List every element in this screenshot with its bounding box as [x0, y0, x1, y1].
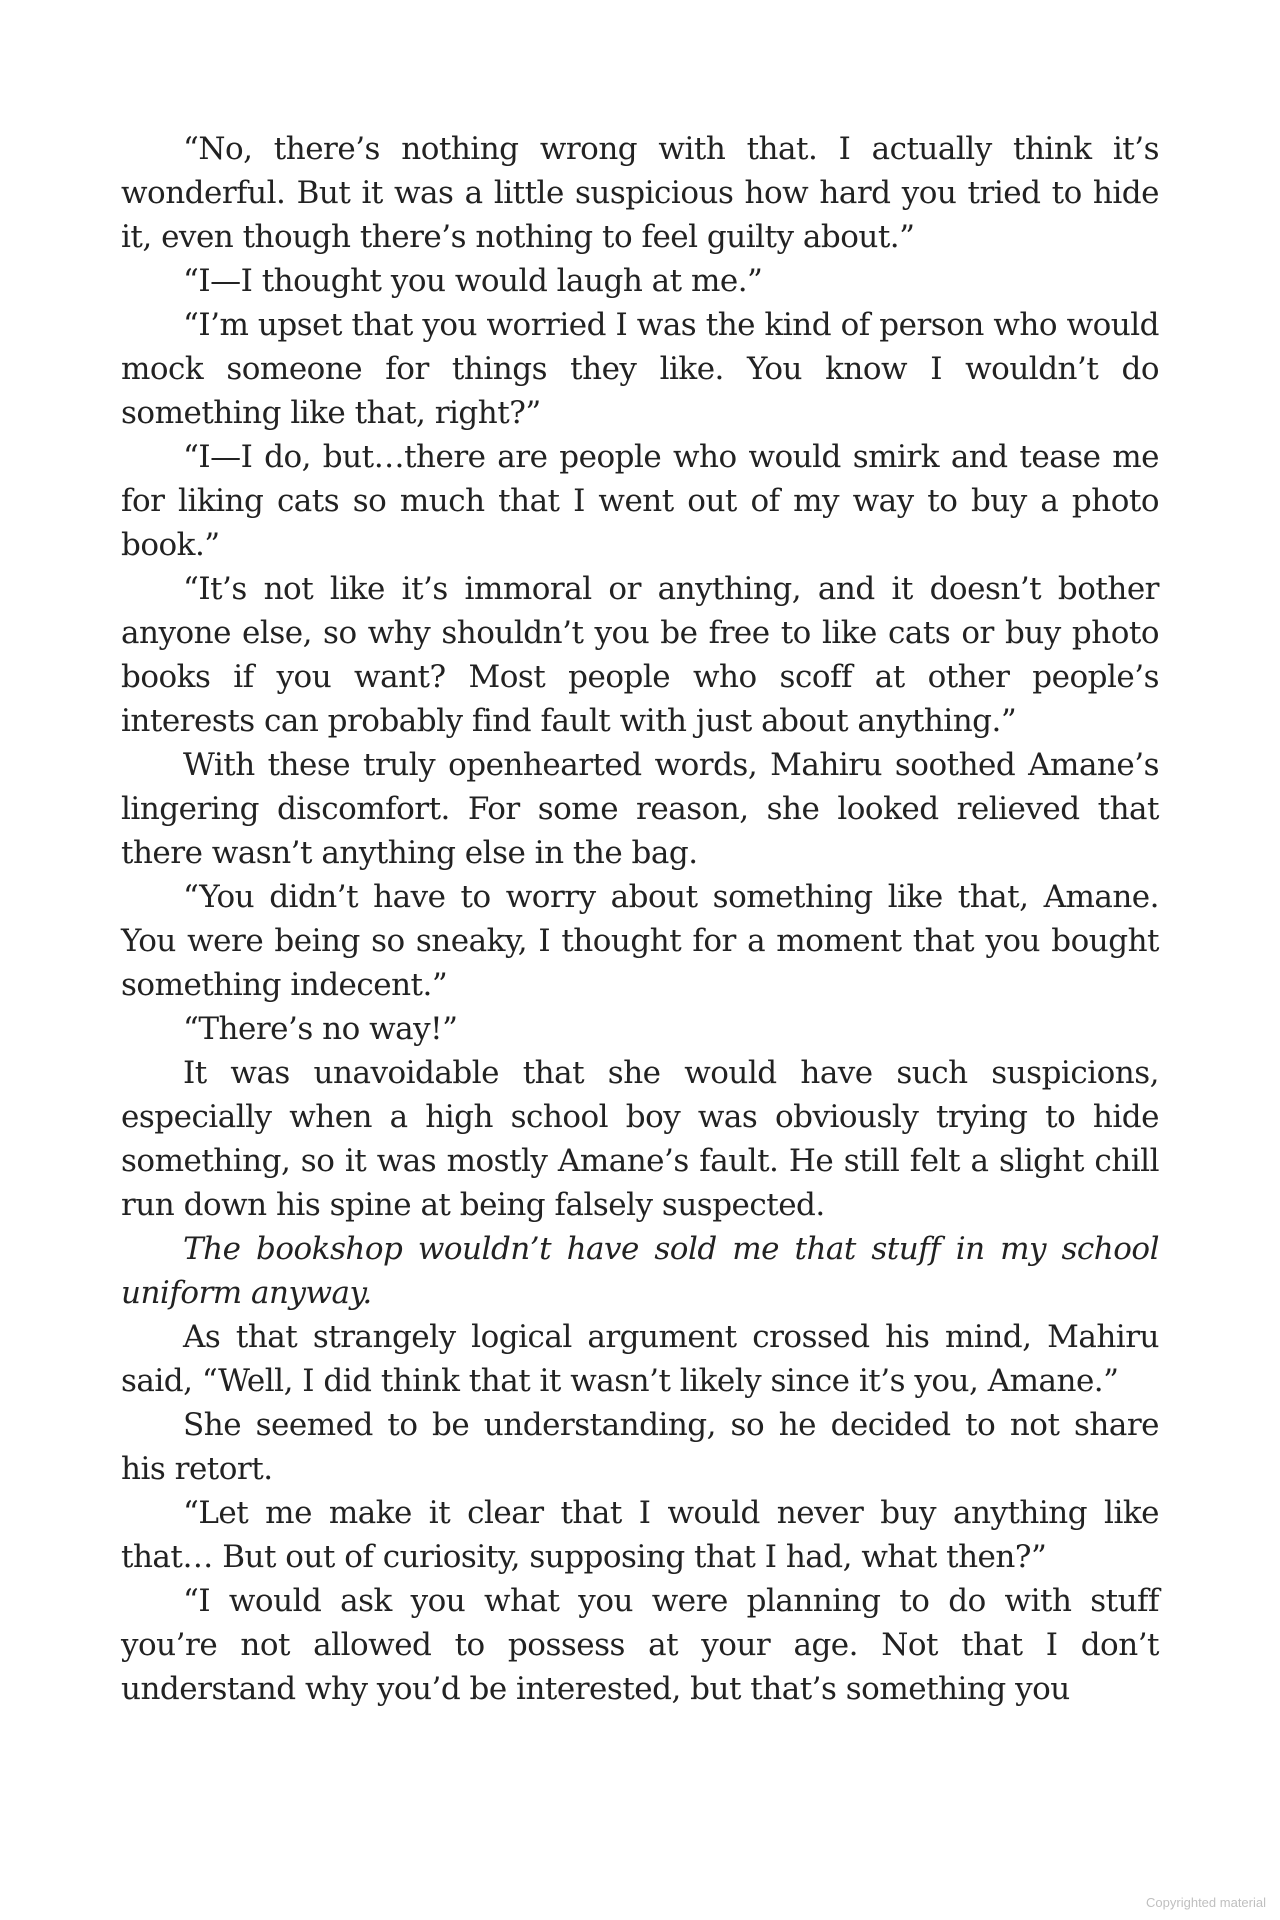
paragraph: It was unavoidable that she would have such suspicions, especially when a high school boy was obviously trying to hide something, so it was mostly Amane’s fault. He still felt a slight chill run down his spine at being falsely suspected. — [121, 1055, 1159, 1223]
paragraph: “I—I thought you would laugh at me.” — [183, 263, 763, 299]
paragraph: “I would ask you what you were planning to do with stuff you’re not allowed to possess at your age. Not that I don’t understand why you’d be interested, but that’s something you — [121, 1583, 1159, 1707]
book-page-text — [121, 127, 1159, 1711]
paragraph: “There’s no way!” — [183, 1011, 458, 1047]
paragraph: With these truly openhearted words, Mahiru soothed Amane’s lingering discomfort. For some reason, she looked relieved that there wasn’t anything else in the bag. — [121, 747, 1159, 871]
paragraph-italic-thought: The bookshop wouldn’t have sold me that stuff in my school uniform anyway. — [121, 1231, 1159, 1311]
paragraph: “It’s not like it’s immoral or anything, and it doesn’t bother anyone else, so why shouldn’t you be free to like cats or buy photo books if you want? Most people who scoff at other people’s interests can probably find fault with just about anything.” — [121, 571, 1159, 739]
paragraph: As that strangely logical argument crossed his mind, Mahiru said, “Well, I did think that it wasn’t likely since it’s you, Amane.” — [121, 1319, 1159, 1399]
paragraph: “You didn’t have to worry about something like that, Amane. You were being so sneaky, I thought for a moment that you bought something indecent.” — [121, 879, 1159, 1003]
paragraph: She seemed to be understanding, so he decided to not share his retort. — [121, 1407, 1159, 1487]
paragraph: “No, there’s nothing wrong with that. I actually think it’s wonderful. But it was a little suspicious how hard you tried to hide it, even though there’s nothing to feel guilty about.” — [121, 131, 1159, 255]
paragraph: “I’m upset that you worried I was the kind of person who would mock someone for things they like. You know I wouldn’t do something like that, right?” — [121, 307, 1159, 431]
copyright-watermark: Copyrighted material — [1146, 1895, 1266, 1910]
paragraph: “Let me make it clear that I would never buy anything like that… But out of curiosity, supposing that I had, what then?” — [121, 1495, 1159, 1575]
paragraph: “I—I do, but…there are people who would smirk and tease me for liking cats so much that I went out of my way to buy a photo book.” — [121, 439, 1159, 563]
